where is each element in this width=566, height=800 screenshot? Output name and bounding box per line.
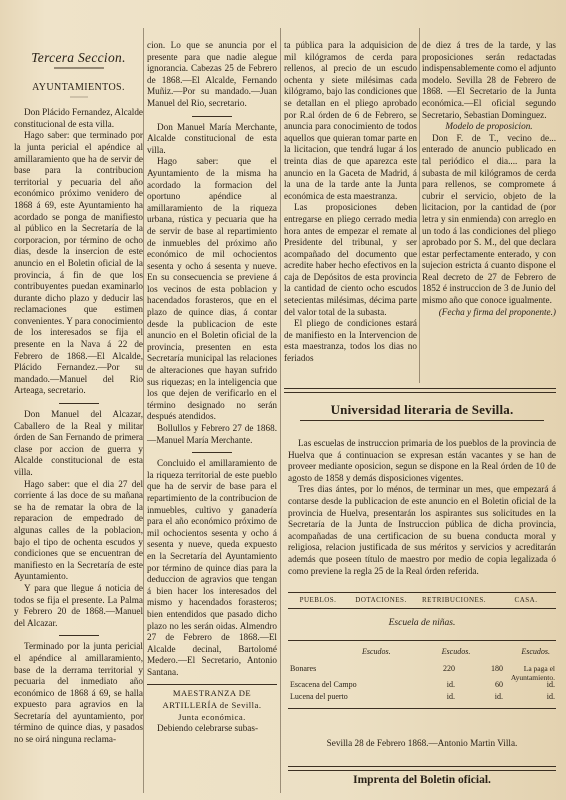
unit-label: Escudos. xyxy=(521,647,550,656)
unit-label: Escudos. xyxy=(441,647,471,656)
table-rule xyxy=(288,640,556,641)
notice-body: Hago saber: que el Ayuntamiento de la misma ha acordado la formacion del oportuno apéndice al amillaramiento de la riqueza urbana, rústica y pecuaria que ha de servir de base al repartimiento de inmuebles del próximo año económico de mil ochocientos sesenta y ocho á sesenta y nueve. En su consecuencia se previene á los vecinos de esta poblacion y hacendados forasteros, que en el plazo de quince dias, á contar desde la publicacion de este anuncio en el Boletin oficial de la provincia, presenten en esta Secretaría municipal las relaciones de alteraciones que hayan sufrido sus riquezas; en la inteligencia que los que dejen de verificarlo en el término designado no serán después atendidos. xyxy=(147,156,277,422)
notice-body: Y para que llegue á noticia de todos se fija el presente. La Palma y Febrero 20 de 1868.—Manuel del Alcazar. xyxy=(14,582,143,628)
vacancy-table-header xyxy=(288,596,556,605)
separator xyxy=(192,116,232,117)
maestranza-heading: MAESTRANZA DE ARTILLERÍA de Sevilla. xyxy=(162,688,262,711)
table-row xyxy=(290,692,556,701)
signature-note: (Fecha y firma del proponente.) xyxy=(438,306,556,317)
notice-body: El pliego de condiciones estará de manifiesto en la Intervencion de esta maestranza, todos los dias no feriados xyxy=(284,318,417,364)
cell-pueblo: Lucena del puerto xyxy=(290,692,348,701)
rule-ornament xyxy=(54,66,104,70)
column-2 xyxy=(147,40,277,735)
notice-body: cion. Lo que se anuncia por el presente para que nadie alegue ignorancia. Cabezas 25 de Febrero de 1868.—El Alcalde, Fernando Muñiz.—Por su mandado.—Juan Manuel del Rio, secretario. xyxy=(147,40,277,108)
cell-retribucion: id. xyxy=(494,692,503,701)
separator xyxy=(147,684,277,685)
notice-body: Debiendo celebrarse subas- xyxy=(157,723,259,734)
university-title: Universidad literaria de Sevilla. xyxy=(330,402,514,417)
cell-retribucion: 180 xyxy=(491,664,503,673)
section-divider xyxy=(288,770,556,771)
ayuntamientos-heading: AYUNTAMIENTOS. xyxy=(32,81,125,93)
cell-casa: id. xyxy=(546,692,555,701)
cell-dotacion: 220 xyxy=(443,664,455,673)
cell-casa: La paga el Ayuntamiento. xyxy=(510,664,555,682)
column-rule xyxy=(419,28,420,383)
unit-label: Escudos. xyxy=(362,647,391,656)
model-body: Don F. de T., vecino de... enterado de anuncio publicado en tal periódico el dia.... para la subasta de mil kilógramos de cerda para rellenos, se compromete á cubrir el servicio, objeto de la licitacion, por la cantidad de (por letra y sin enmienda) con arreglo en un todo á las condiciones del pliego aprobado por S. M., del que declara estar perfectamente enterado, y con sujecion estricta á cuanto dispone el Real decreto de 27 de Febrero de 1852 é instruccion de 3 de Junio del mismo año que conoce igualmente. xyxy=(422,132,556,306)
table-section-title: Escuela de niñas. xyxy=(388,618,456,628)
unit-row xyxy=(300,647,550,656)
table-rule xyxy=(288,708,556,709)
notice-body: Concluido el amillaramiento de la riqueza territorial de este pueblo que ha de servir de base para el repartimiento de la contribucion de inmuebles, cultivo y ganadería para el año económico próximo de mil ochocientos sesenta y ocho á sesenta y nueve, queda expuesto en la Secretaría del Ayuntamiento por término de quince dias para la deduccion de agravios que tengan á bien hacer los interesados del mismo y hacendados forasteros; bien entendidos que pasado dicho plazo no les serán oidas. Almendro 27 de Febrero de 1868.—El Alcalde decinal, Bartolomé Medero.—El Secretario, Antonio Santana. xyxy=(147,458,277,677)
notice-body: Hago saber: que terminado por la junta pericial el apéndice al amillaramiento que ha de servir de base para la contribucion territorial y pecuaria del año económico próximo venidero de 1868 á 69, este Ayuntamiento ha acordado se ponga de manifiesto al público en la Secretaría de la corporacion, por término de ocho dias, desde la insercion de este anuncio en el Boletin oficial de la provincia, á fin de que los contribuyentes puedan examinarlo durante dicho plazo y deducir las reclamaciones que estimen convenientes. Y para conocimiento de los interesados se fija el presente en la Nava á 22 de Febrero de 1868.—El Alcalde, Plácido Fernandez.—Por su mandado.—Manuel del Rio Arteaga, secretario. xyxy=(14,130,143,396)
column-4 xyxy=(422,40,556,318)
section-divider xyxy=(288,766,556,767)
table-rule xyxy=(288,592,556,593)
table-rule xyxy=(288,608,556,609)
notice-body: Hago saber: que el dia 27 del corriente á las doce de su mañana se ha de rematar la obra de la reparacion de empedrado de algunas calles de la poblacion, bajo el tipo de ochenta escudos y condiciones que se encuentran de manifiesto en la Secretaría de este Ayuntamiento. xyxy=(14,478,143,582)
university-body xyxy=(288,438,556,577)
cell-pueblo: Bonares xyxy=(290,664,317,673)
notice-heading: Don Plácido Fernandez, Alcalde constitucional de esta villa. xyxy=(14,107,143,129)
column-3 xyxy=(284,40,417,365)
table-row xyxy=(290,680,556,689)
university-signature: Sevilla 28 de Febrero 1868.—Antonio Martin Villa. xyxy=(326,738,518,748)
section-divider xyxy=(284,392,556,393)
col-pueblos: PUEBLOS. xyxy=(299,596,337,604)
cell-retribucion: 60 xyxy=(495,680,503,689)
cell-dotacion: id. xyxy=(446,692,455,701)
notice-body: Terminado por la junta pericial el apéndice al amillaramiento, base de la derrama territorial y pecuaria del inmediato año económico de 1868 á 69, se halla expuesto para agravios en la Secretaría del ayuntamiento, por término de quince dias, y pasados no se oirá ninguna reclama- xyxy=(14,641,143,745)
cell-casa: id. xyxy=(546,680,555,689)
notice-body: ta pública para la adquisicion de mil kilógramos de cerda para rellenos, al precio de un escudo ochenta y siete milésimas cada kilógramo, bajo las condiciones que se detallan en el pliego aprobado por R.al órden de 6 de Febrero, se anuncia para conocimiento de todos aquellos que quieran tomar parte en la licitacion, que tendrá lugar á los treinta dias de que aparezca este anuncio en la Gaceta de Madrid, á la una de la tarde ante la Junta económica de esta maestranza. xyxy=(284,40,417,201)
separator xyxy=(192,452,232,453)
section-divider xyxy=(284,388,556,389)
separator xyxy=(300,420,544,421)
col-retribuciones: RETRIBUCIONES. xyxy=(422,596,486,604)
model-heading: Modelo de proposicion. xyxy=(445,121,533,132)
col-dotaciones: DOTACIONES. xyxy=(355,596,407,604)
section-title: Tercera Seccion. xyxy=(31,50,126,65)
junta-heading: Junta económica. xyxy=(178,711,246,722)
notice-body: de diez á tres de la tarde, y las proposiciones serán redactadas indispensablemente como el adjunto modelo. Sevilla 28 de Febrero de 1868. —El Secretario de la Junta económica.—El oficial segundo Secretario, Sebastian Dominguez. xyxy=(422,40,556,120)
cell-pueblo: Escacena del Campo xyxy=(290,680,357,689)
university-paragraph: Las escuelas de instruccion primaria de los pueblos de la provincia de Huelva que á continuacion se expresan están vacantes y se han de proveer mediante oposicion, segun se dispone en la Real órden de 10 de agosto de 1858 y demás disposiciones vigentes. xyxy=(288,438,556,483)
notice-heading: Don Manuel del Alcazar, Caballero de la Real y militar órden de San Fernando de primera clase por accion de guerra y Alcalde constitucional de esta villa. xyxy=(14,409,143,477)
separator xyxy=(59,403,99,404)
separator xyxy=(59,635,99,636)
imprint: Imprenta del Boletin oficial. xyxy=(353,774,491,786)
notice-heading: Don Manuel María Merchante, Alcalde constitucional de esta villa. xyxy=(147,121,277,155)
column-rule xyxy=(143,28,144,793)
notice-body: Las proposiciones deben entregarse en pliego cerrado media hora antes de empezar el remate al Presidente del tribunal, y ser acompañado del documento que acredite haber hecho efectivos en la caja de Depósitos de esta provincia la cantidad de ciento ocho escudos setecientas milésimas, décima parte del valor total de la subasta. xyxy=(284,202,417,317)
col-casa: CASA. xyxy=(514,596,538,604)
university-paragraph: Tres dias ántes, por lo ménos, de terminar un mes, que empezará á contarse desde la publicacion de este anuncio en el Boletin oficial de la provincia de Huelva, presentarán los aspirantes sus solicitudes en la Secretaría de la Junta de Instruccion pública de dicha provincia, acompañadas de una certificacion de su buena conducta moral y religiosa, relacion justificada de sus méritos y servicios y acreditarán además que poseen título de maestro por medio de copia legalizada ó como previene la regla 25 de la Real órden referida. xyxy=(288,484,556,576)
cell-dotacion: id. xyxy=(446,680,455,689)
column-rule xyxy=(280,28,281,793)
notice-body: Bollullos y Febrero 27 de 1868.—Manuel María Merchante. xyxy=(147,423,277,445)
column-1 xyxy=(14,28,143,746)
